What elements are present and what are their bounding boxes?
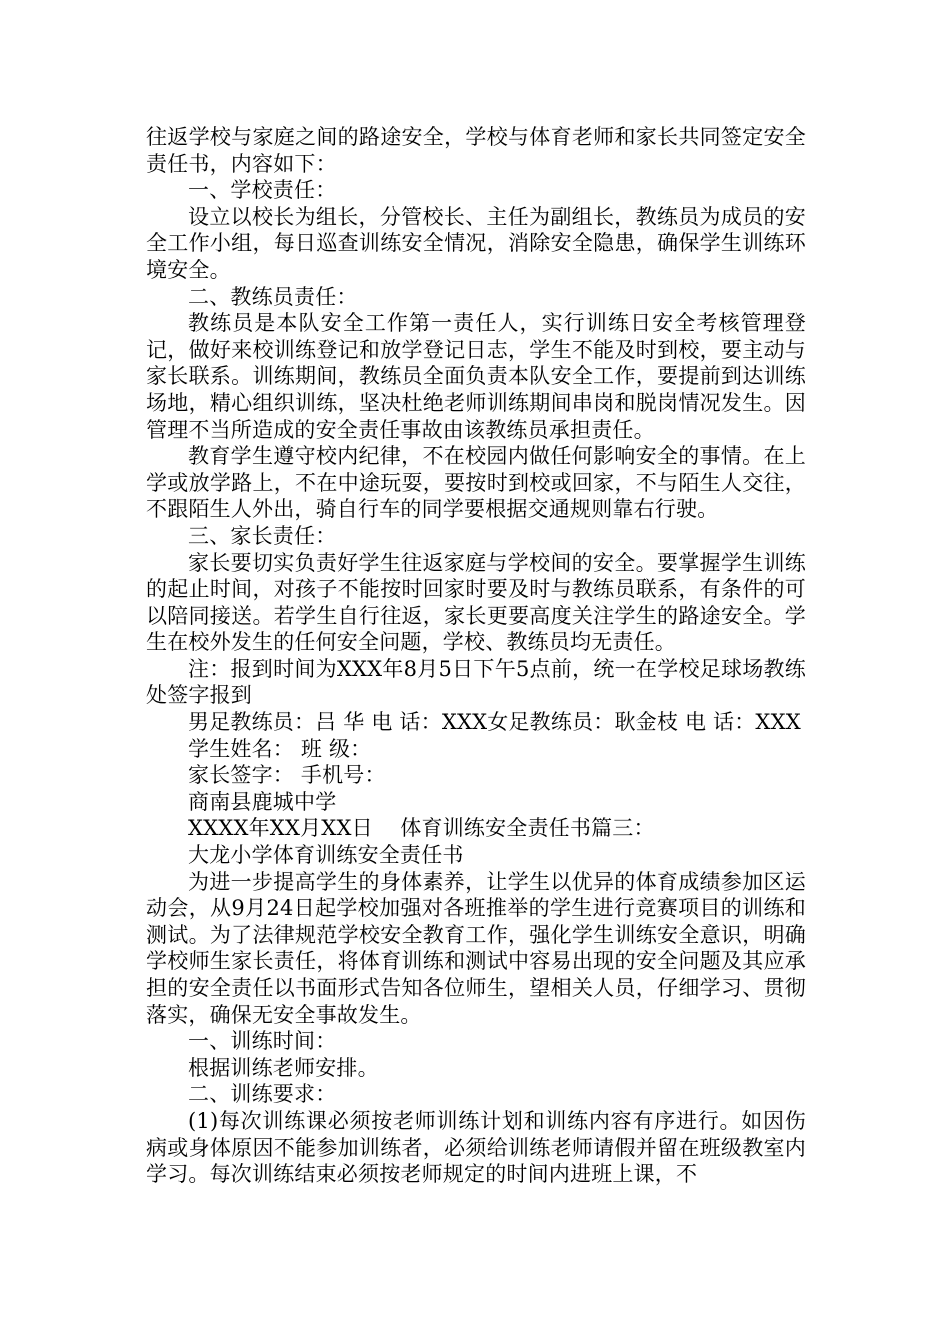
- section-heading-coach: 二、教练员责任：: [188, 284, 358, 309]
- section-heading-time: 一、训练时间：: [188, 1029, 337, 1054]
- parent-signature-line: 家长签字： 手机号：: [188, 763, 386, 788]
- document-title: 大龙小学体育训练安全责任书: [188, 843, 464, 868]
- paragraph: 根据训练老师安排。: [188, 1055, 379, 1080]
- student-info-line: 学生姓名： 班 级：: [188, 736, 372, 761]
- section-heading-school: 一、学校责任：: [188, 178, 337, 203]
- paragraph: 为进一步提高学生的身体素养，让学生以优异的体育成绩参加区运动会，从9月24日起学校加强对各班推举的学生进行竞赛项目的训练和测试。为了法律规范学校安全教育工作，强化学生训练安全意识，明确学校师生家长责任，将体育训练和测试中容易出现的安全问题及其应承担的安全责任以书面形式告知各位师生，望相关人员，仔细学习、贯彻落实，确保无安全事故发生。: [146, 869, 806, 1027]
- section-heading-requirements: 二、训练要求：: [188, 1082, 337, 1107]
- paragraph: 设立以校长为组长，分管校长、主任为副组长，教练员为成员的安全工作小组，每日巡查训练安全情况，消除安全隐患，确保学生训练环境安全。: [146, 204, 806, 282]
- section-heading-parent: 三、家长责任：: [188, 523, 337, 548]
- coach-contacts: 男足教练员：吕 华 电 话：XXX女足教练员：耿金枝 电 话：XXX: [188, 710, 801, 735]
- school-name: 商南县鹿城中学: [188, 789, 337, 814]
- note: 注：报到时间为XXX年8月5日下午5点前，统一在学校足球场教练处签字报到: [146, 656, 806, 708]
- document-body: [146, 124, 806, 1188]
- paragraph: 家长要切实负责好学生往返家庭与学校间的安全。要掌握学生训练的起止时间，对孩子不能按时回家时要及时与教练员联系，有条件的可以陪同接送。若学生自行往返，家长更要高度关注学生的路途安全。学生在校外发生的任何安全问题，学校、教练员均无责任。: [146, 550, 806, 655]
- date-line: XXXX年XX月XX日 体育训练安全责任书篇三：: [188, 816, 655, 841]
- paragraph: (1)每次训练课必须按老师训练计划和训练内容有序进行。如因伤病或身体原因不能参加训练者，必须给训练老师请假并留在班级教室内学习。每次训练结束必须按老师规定的时间内进班上课，不: [146, 1108, 806, 1187]
- paragraph: 教育学生遵守校内纪律，不在校园内做任何影响安全的事情。在上学或放学路上，不在中途玩耍，要按时到校或回家，不与陌生人交往，不跟陌生人外出，骑自行车的同学要根据交通规则靠右行驶。: [146, 444, 806, 522]
- paragraph: 教练员是本队安全工作第一责任人，实行训练日安全考核管理登记，做好来校训练登记和放学登记日志，学生不能及时到校，要主动与家长联系。训练期间，教练员全面负责本队安全工作，要提前到达训练场地，精心组织训练，坚决杜绝老师训练期间串岗和脱岗情况发生。因管理不当所造成的安全责任事故由该教练员承担责任。: [146, 311, 806, 442]
- paragraph: 往返学校与家庭之间的路途安全，学校与体育老师和家长共同签定安全责任书，内容如下：: [146, 125, 806, 176]
